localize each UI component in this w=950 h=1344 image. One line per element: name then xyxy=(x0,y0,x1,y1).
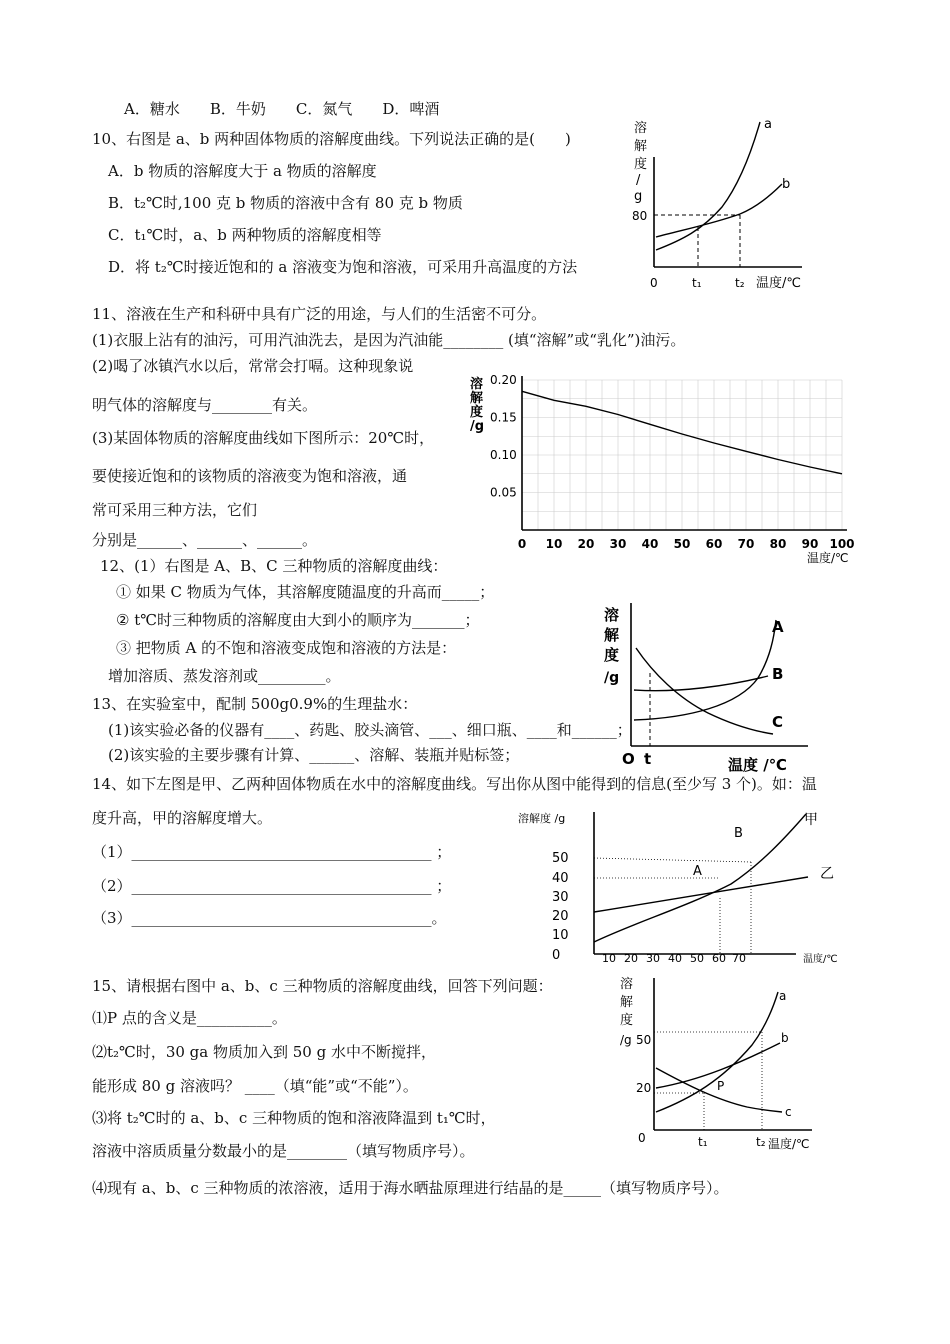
q11-xtick-label: 90 xyxy=(801,537,819,551)
q13-part2: (2)该实验的主要步骤有计算、______、溶解、装瓶并贴标签； xyxy=(108,746,520,764)
q15-part3-b: 溶液中溶质质量分数最小的是________（填写物质序号）。 xyxy=(92,1142,475,1160)
q15-part4: ⑷现有 a、b、c 三种物质的浓溶液，适用于海水晒盐原理进行结晶的是_____（填写物质序号）。 xyxy=(92,1179,729,1197)
q15-ylabel-3: 度 xyxy=(620,1013,634,1028)
q15-ylabel-2: 解 xyxy=(620,995,634,1010)
q11-part2-b: 明气体的溶解度与________有关。 xyxy=(92,396,318,414)
q11-ylabel-4: /g xyxy=(470,419,485,434)
q10-y80-label: 80 xyxy=(632,209,648,223)
q14-xlabel: 温度/℃ xyxy=(803,954,838,965)
q14-figure xyxy=(516,802,850,966)
q11-ylabel-1: 溶 xyxy=(470,377,484,392)
q11-ylabel-3: 度 xyxy=(470,405,484,420)
q14-ytick-0: 0 xyxy=(552,948,561,963)
q14-blank-1: （1）________________________________________ ； xyxy=(92,843,452,861)
q11-xtick-label: 50 xyxy=(673,537,691,551)
q14-ytick-40: 40 xyxy=(552,871,569,886)
q11-xtick-label: 70 xyxy=(737,537,755,551)
q12-label-c: C xyxy=(772,713,784,731)
q11-part3-a: (3)某固体物质的溶解度曲线如下图所示：20℃时， xyxy=(92,429,435,447)
q12-stem: 12、(1）右图是 A、B、C 三种物质的溶解度曲线： xyxy=(100,557,448,575)
q14-dot-50 xyxy=(594,858,751,862)
q14-xtick-30: 30 xyxy=(646,952,660,965)
q10-option-a: A．b 物质的溶解度大于 a 物质的溶解度 xyxy=(108,162,377,180)
q10-t2: t₂ xyxy=(735,276,745,290)
q14-ytick-10: 10 xyxy=(552,928,569,943)
q12-figure xyxy=(598,598,813,778)
q12-curve-a xyxy=(634,620,776,720)
q14-ytick-50: 50 xyxy=(552,851,569,866)
q10-origin: 0 xyxy=(650,276,658,290)
q14-ytick-20: 20 xyxy=(552,909,569,924)
q12-xlabel: 温度 /℃ xyxy=(728,756,787,774)
q13-stem: 13、在实验室中，配制 500g0.9%的生理盐水： xyxy=(92,695,418,713)
q14-xtick-70: 70 xyxy=(732,952,746,965)
q11-xlabel: 温度/℃ xyxy=(807,551,849,565)
q15-label-a: a xyxy=(779,989,787,1003)
q11-part3-d: 分别是______、______、______。 xyxy=(92,531,318,549)
q10-ylabel-1: 溶 xyxy=(634,121,648,136)
q15-curve-a xyxy=(656,992,778,1112)
q15-t1: t₁ xyxy=(698,1135,708,1149)
q15-y20: 20 xyxy=(636,1081,652,1095)
q13-part1: (1)该实验必备的仪器有____、药匙、胶头滴管、___、细口瓶、____和______； xyxy=(108,721,632,739)
q11-xtick-label: 0 xyxy=(517,537,527,551)
q11-xtick-label: 30 xyxy=(609,537,627,551)
q15-ylabel-4: /g xyxy=(620,1033,632,1047)
q14-xtick-10: 10 xyxy=(602,952,616,965)
q14-xtick-50: 50 xyxy=(690,952,704,965)
q14-ylabel: 溶解度 /g xyxy=(518,812,566,825)
q14-point-b: B xyxy=(734,826,743,841)
q11-ytick-label: 0.05 xyxy=(490,485,517,500)
q14-blank-3: （3）________________________________________。 xyxy=(92,909,447,927)
q11-xtick-label: 60 xyxy=(705,537,723,551)
q10-label-a: a xyxy=(764,117,772,132)
q10-t1: t₁ xyxy=(692,276,702,290)
q10-stem: 10、右图是 a、b 两种固体物质的溶解度曲线。下列说法正确的是( ) xyxy=(92,130,571,148)
q15-stem: 15、请根据右图中 a、b、c 三种物质的溶解度曲线，回答下列问题： xyxy=(92,977,553,995)
q12-line2: ② t℃时三种物质的溶解度由大到小的顺序为_______； xyxy=(116,611,480,629)
q11-ytick-label: 0.10 xyxy=(490,448,517,462)
q11-ytick-label: 0.20 xyxy=(490,373,517,387)
q14-xtick-60: 60 xyxy=(712,952,726,965)
q10-option-b: B．t₂℃时,100 克 b 物质的溶液中含有 80 克 b 物质 xyxy=(108,194,463,212)
q15-label-b: b xyxy=(781,1031,789,1045)
q10-option-c: C．t₁℃时，a、b 两种物质的溶解度相等 xyxy=(108,226,382,244)
q10-curve-a xyxy=(656,122,760,250)
q14-stem-2: 度升高，甲的溶解度增大。 xyxy=(92,809,273,827)
q15-t2: t₂ xyxy=(756,1135,766,1149)
q11-stem: 11、溶液在生产和科研中具有广泛的用途，与人们的生活密不可分。 xyxy=(92,305,547,323)
q15-part2-a: ⑵t₂℃时，30 ga 物质加入到 50 g 水中不断搅拌， xyxy=(92,1043,436,1061)
q12-label-a: A xyxy=(772,618,784,636)
q12-line3: ③ 把物质 A 的不饱和溶液变成饱和溶液的方法是： xyxy=(116,639,457,657)
q15-y50: 50 xyxy=(636,1033,652,1047)
q14-ytick-30: 30 xyxy=(552,890,569,905)
q12-ylabel-3: 度 xyxy=(604,646,620,664)
q11-xtick-label: 80 xyxy=(769,537,787,551)
q12-ylabel-1: 溶 xyxy=(604,606,620,624)
q10-option-d: D．将 t₂℃时接近饱和的 a 溶液变为饱和溶液，可采用升高温度的方法 xyxy=(108,258,578,276)
q11-xtick-label: 10 xyxy=(545,537,563,551)
q11-xtick-label: 20 xyxy=(577,537,595,551)
q14-curve-yi xyxy=(594,877,808,912)
q14-blank-2: （2）________________________________________ ； xyxy=(92,877,452,895)
q11-part1: (1)衣服上沾有的油污，可用汽油洗去，是因为汽油能________ (填“溶解”或“乳化”)油污。 xyxy=(92,331,686,349)
q12-t: t xyxy=(644,750,652,768)
q15-origin: 0 xyxy=(638,1131,646,1145)
q11-ylabel-2: 解 xyxy=(470,391,484,406)
q9-options: A．糖水 B．牛奶 C．氮气 D．啤酒 xyxy=(124,100,440,118)
q11-part3-b: 要使接近饱和的该物质的溶液变为饱和溶液，通 xyxy=(92,467,408,485)
q10-figure xyxy=(622,112,822,297)
q15-ylabel-1: 溶 xyxy=(620,977,634,992)
q10-label-b: b xyxy=(782,177,791,192)
q15-figure xyxy=(612,970,822,1158)
q12-ylabel-4: /g xyxy=(604,670,620,686)
q10-ylabel-3: 度 xyxy=(634,157,648,172)
q12-label-b: B xyxy=(772,665,784,683)
q11-part3-c: 常可采用三种方法，它们 xyxy=(92,501,258,519)
q15-part2-b: 能形成 80 g 溶液吗？ ____（填“能”或“不能”）。 xyxy=(92,1077,418,1095)
q12-line4: 增加溶质、蒸发溶剂或_________。 xyxy=(108,667,341,685)
q10-ylabel-5: g xyxy=(634,189,643,204)
q14-label-jia: 甲 xyxy=(804,812,818,828)
q14-label-yi: 乙 xyxy=(820,866,834,882)
q14-xtick-20: 20 xyxy=(624,952,638,965)
q15-label-c: c xyxy=(785,1105,792,1119)
q15-point-p: P xyxy=(717,1079,725,1093)
q15-part1: ⑴P 点的含义是__________。 xyxy=(92,1009,287,1027)
q14-xtick-40: 40 xyxy=(668,952,682,965)
q11-xtick-label: 100 xyxy=(829,537,855,551)
q12-ylabel-2: 解 xyxy=(604,626,620,644)
q12-origin: O xyxy=(622,750,635,768)
q15-xlabel: 温度/℃ xyxy=(768,1137,810,1151)
q11-xtick-label: 40 xyxy=(641,537,659,551)
q10-xlabel: 温度/℃ xyxy=(756,276,801,291)
q12-line1: ① 如果 C 物质为气体，其溶解度随温度的升高而_____； xyxy=(116,583,495,601)
q10-ylabel-4: / xyxy=(636,173,641,188)
q15-part3-a: ⑶将 t₂℃时的 a、b、c 三种物质的饱和溶液降温到 t₁℃时， xyxy=(92,1109,496,1127)
q11-part2-a: (2)喝了冰镇汽水以后，常常会打嗝。这种现象说 xyxy=(92,357,414,375)
q11-ytick-label: 0.15 xyxy=(490,410,517,425)
q10-ylabel-2: 解 xyxy=(634,139,648,154)
q14-point-a: A xyxy=(693,864,702,879)
q14-stem: 14、如下左图是甲、乙两种固体物质在水中的溶解度曲线。写出你从图中能得到的信息(至少写 3 个)。如：温 xyxy=(92,775,817,793)
q11-chart xyxy=(462,368,862,568)
